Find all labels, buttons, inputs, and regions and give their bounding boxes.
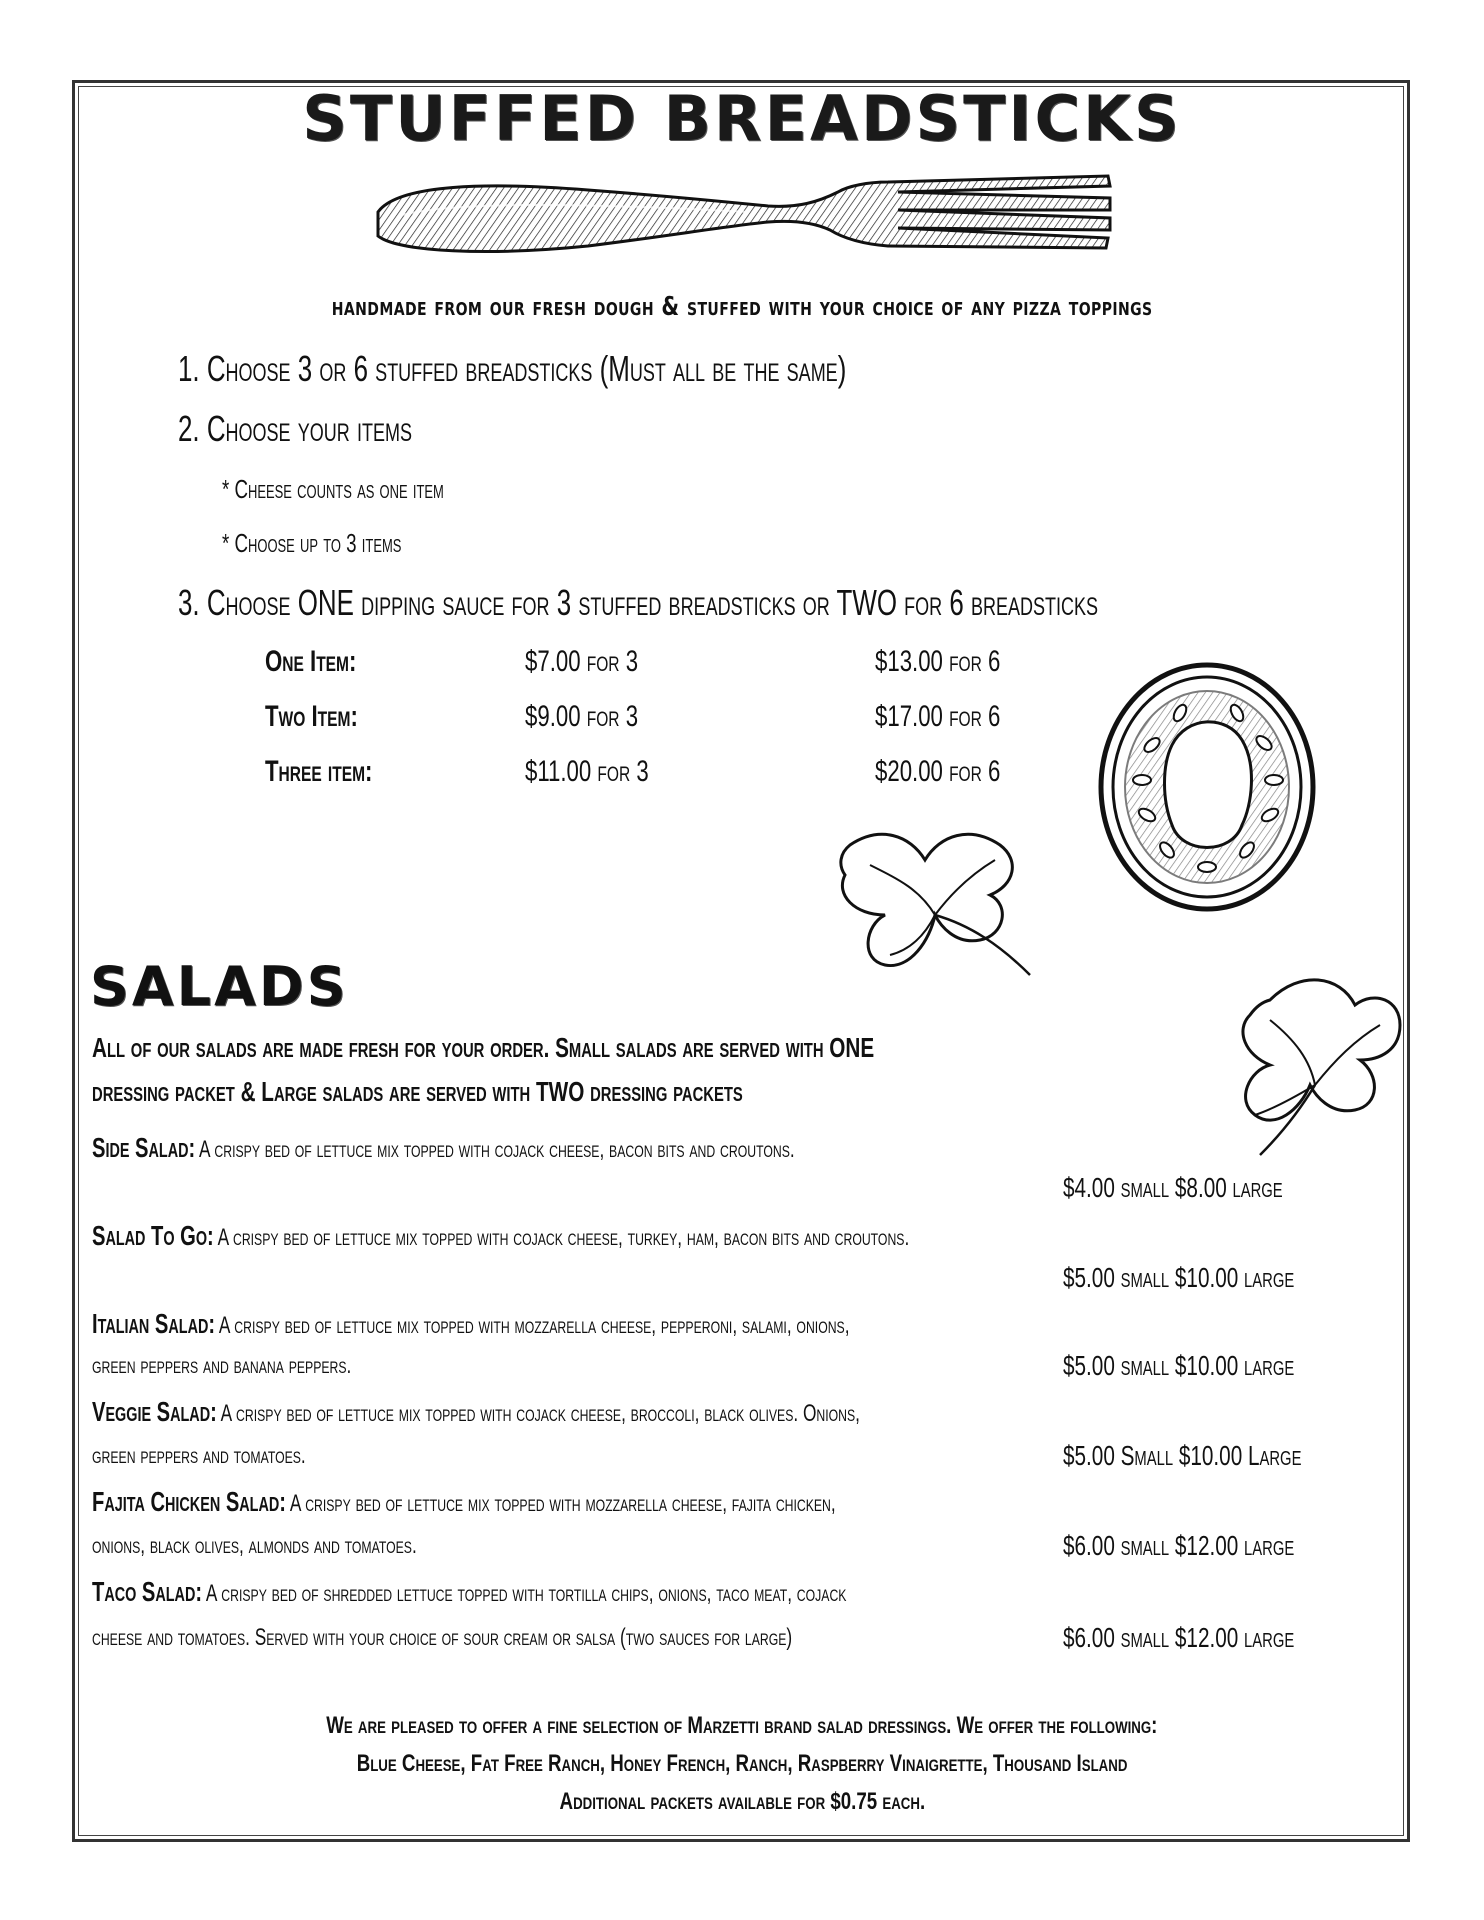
salad-italian: Italian Salad: A crispy bed of lettuce mix topped with mozzarella cheese, pepperoni, salami, onions, [92,1308,850,1339]
salad-taco-price: $6.00 small $12.00 large [1063,1622,1295,1653]
parsley-leaf-icon [1230,960,1405,1160]
salad-veggie: Veggie Salad: A crispy bed of lettuce mix topped with cojack cheese, broccoli, black olives. Onions, [92,1396,860,1427]
price-label-three-item: Three item: [265,755,373,788]
salad-fajita-chicken-line-2: onions, black olives, almonds and tomatoes. [92,1532,417,1559]
salad-to-go: Salad To Go: A crispy bed of lettuce mix topped with cojack cheese, turkey, ham, bacon bits and croutons. [92,1220,910,1251]
price-label-one-item: One Item: [265,645,357,678]
salad-veggie-price: $5.00 Small $10.00 Large [1063,1440,1302,1471]
price-three-item-6: $20.00 for 6 [875,755,1001,788]
salad-taco-line-2: cheese and tomatoes. Served with your choice of sour cream or salsa (two sauces for large) [92,1624,793,1651]
note-max-items: * Choose up to 3 items [222,528,402,558]
tomato-slice-icon [1092,655,1322,915]
salad-side-price: $4.00 small $8.00 large [1063,1172,1283,1203]
price-label-two-item: Two Item: [265,700,358,733]
salads-intro-line-1: All of our salads are made fresh for your order. Small salads are served with ONE [92,1032,875,1063]
step-2: 2. Choose your items [178,408,412,449]
breadsticks-intro: handmade from our fresh dough & stuffed with your choice of any pizza toppings [331,292,1153,322]
step-1: 1. Choose 3 or 6 stuffed breadsticks (Must all be the same) [178,348,847,389]
fork-icon [368,172,1118,272]
salad-to-go-price: $5.00 small $10.00 large [1063,1262,1295,1293]
dressings-line-3: Additional packets available for $0.75 each. [559,1788,925,1815]
salads-title: SALADS [90,955,349,1018]
salad-taco: Taco Salad: A crispy bed of shredded lettuce topped with tortilla chips, onions, taco meat, cojack [92,1576,847,1607]
price-three-item-3: $11.00 for 3 [525,755,649,788]
salad-fajita-chicken: Fajita Chicken Salad: A crispy bed of lettuce mix topped with mozzarella cheese, fajita chicken, [92,1486,836,1517]
price-one-item-6: $13.00 for 6 [875,645,1001,678]
salad-italian-line-2: green peppers and banana peppers. [92,1352,352,1379]
parsley-leaf-icon [830,805,1040,985]
salad-veggie-line-2: green peppers and tomatoes. [92,1442,306,1469]
price-two-item-6: $17.00 for 6 [875,700,1001,733]
step-3: 3. Choose ONE dipping sauce for 3 stuffed breadsticks or TWO for 6 breadsticks [178,582,1099,623]
dressings-line-1: We are pleased to offer a fine selection of Marzetti brand salad dressings. We offer the following: [326,1712,1158,1739]
note-cheese: * Cheese counts as one item [222,474,444,504]
salad-italian-price: $5.00 small $10.00 large [1063,1350,1295,1381]
salads-intro-line-2: dressing packet & Large salads are served with TWO dressing packets [92,1076,743,1107]
price-two-item-3: $9.00 for 3 [525,700,639,733]
salad-side: Side Salad: A crispy bed of lettuce mix topped with cojack cheese, bacon bits and croutons. [92,1132,795,1163]
salad-fajita-chicken-price: $6.00 small $12.00 large [1063,1530,1295,1561]
dressings-line-2: Blue Cheese, Fat Free Ranch, Honey French, Ranch, Raspberry Vinaigrette, Thousand Island [356,1750,1128,1777]
breadsticks-title: STUFFED BREADSTICKS [302,82,1182,155]
price-one-item-3: $7.00 for 3 [525,645,639,678]
